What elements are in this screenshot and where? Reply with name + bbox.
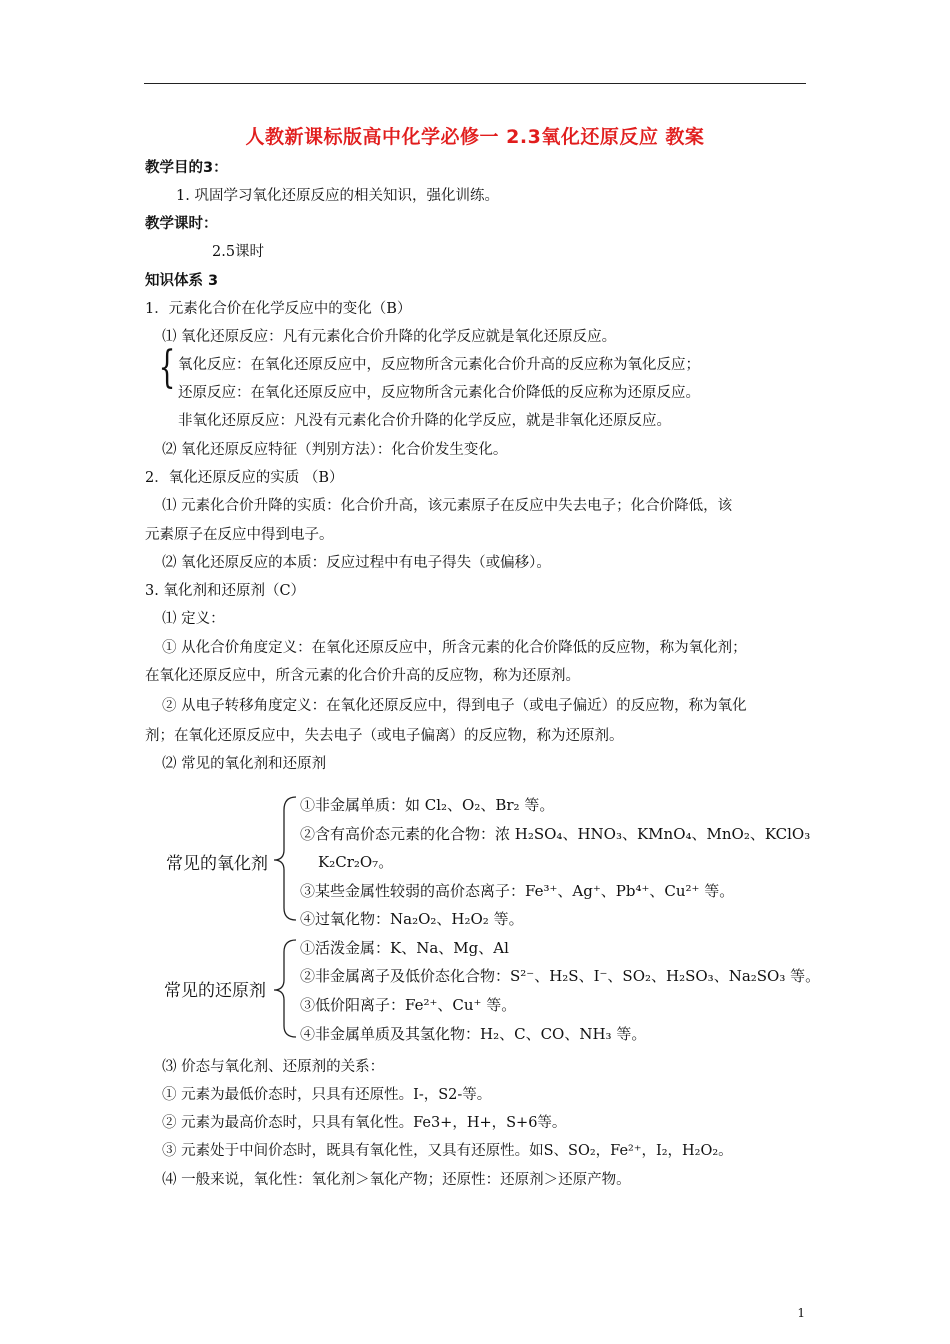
section-2-item-1-cont: 元素原子在反应中得到电子。 [145,527,334,543]
section-3-item-2: ⑵ 常见的氧化剂和还原剂 [162,756,327,772]
heading-hours: 教学课时： [145,216,218,232]
section-2-item-1: ⑴ 元素化合价升降的实质：化合价升高，该元素原子在反应中失去电子；化合价降低，该 [162,498,733,514]
section-2-item-2: ⑵ 氧化还原反应的本质：反应过程中有电子得失（或偏移）。 [162,555,551,571]
section-2: 2．氧化还原反应的实质 （B） [145,470,344,486]
section-1-non-redox: 非氧化还原反应：凡没有元素化合价升降的化学反应，就是非氧化还原反应。 [178,413,671,429]
oxidizer-label: 常见的氧化剂 [166,854,268,874]
section-1-item-2: ⑵ 氧化还原反应特征（判别方法）：化合价发生变化。 [162,442,508,458]
section-3-def-a-cont: 在氧化还原反应中，所含元素的化合价升高的反应物，称为还原剂。 [145,668,580,684]
oxidizer-item-2: ②含有高价态元素的化合物：浓 H₂SO₄、HNO₃、KMnO₄、MnO₂、KClO₃ [300,825,811,843]
goal-item: 1. 巩固学习氧化还原反应的相关知识，强化训练。 [176,188,499,204]
reducer-brace [274,940,296,1037]
page-number: 1 [797,1306,805,1320]
section-1-oxidation: 氧化反应：在氧化还原反应中，反应物所含元素化合价升高的反应称为氧化反应； [178,357,700,373]
oxidizer-item-4: ④过氧化物：Na₂O₂、H₂O₂ 等。 [300,910,524,928]
section-3-def-b-cont: 剂；在氧化还原反应中，失去电子（或电子偏离）的反应物，称为还原剂。 [145,728,624,744]
oxidizer-item-3: ③某些金属性较弱的高价态离子：Fe³⁺、Ag⁺、Pb⁴⁺、Cu²⁺ 等。 [300,882,735,900]
brace-symbol: { [158,342,176,393]
section-3-def-a: ① 从化合价角度定义：在氧化还原反应中，所含元素的化合价降低的反应物，称为氧化剂； [162,640,747,656]
document-title: 人教新课标版高中化学必修一 2.3氧化还原反应 教案 [245,126,705,148]
reducer-label: 常见的还原剂 [164,981,266,1001]
heading-knowledge: 知识体系 3 [145,273,219,289]
section-3: 3. 氧化剂和还原剂（C） [145,583,306,599]
reducer-item-4: ④非金属单质及其氢化物：H₂、C、CO、NH₃ 等。 [300,1025,647,1043]
oxidizer-brace [274,797,296,920]
oxidizer-item-2-cont: K₂Cr₂O₇。 [318,853,394,871]
section-3-item-1: ⑴ 定义： [162,611,225,627]
valence-c: ③ 元素处于中间价态时，既具有氧化性，又具有还原性。如S、SO₂，Fe²⁺，I₂，H₂O₂。 [162,1143,733,1159]
section-1: 1．元素化合价在化学反应中的变化（B） [145,301,412,317]
reducer-item-1: ①活泼金属：K、Na、Mg、Al [300,939,509,957]
section-1-item-1: ⑴ 氧化还原反应：凡有元素化合价升降的化学反应就是氧化还原反应。 [162,329,617,345]
section-3-item-3: ⑶ 价态与氧化剂、还原剂的关系： [162,1059,385,1075]
section-1-reduction: 还原反应：在氧化还原反应中，反应物所含元素化合价降低的反应称为还原反应。 [178,385,700,401]
reducer-item-3: ③低价阳离子：Fe²⁺、Cu⁺ 等。 [300,996,517,1014]
section-3-def-b: ② 从电子转移角度定义：在氧化还原反应中，得到电子（或电子偏近）的反应物，称为氧化 [162,698,747,714]
oxidizer-item-1: ①非金属单质：如 Cl₂、O₂、Br₂ 等。 [300,796,555,814]
hours-value: 2.5课时 [212,244,265,260]
section-3-item-4: ⑷ 一般来说，氧化性：氧化剂＞氧化产物；还原性：还原剂＞还原产物。 [162,1172,631,1188]
valence-b: ② 元素为最高价态时，只具有氧化性。Fe3+，H+，S+6等。 [162,1115,567,1131]
heading-goal: 教学目的3： [145,160,228,176]
valence-a: ① 元素为最低价态时，只具有还原性。I-，S2-等。 [162,1087,492,1103]
reducer-item-2: ②非金属离子及低价态化合物：S²⁻、H₂S、I⁻、SO₂、H₂SO₃、Na₂SO₃ 等。 [300,967,821,985]
